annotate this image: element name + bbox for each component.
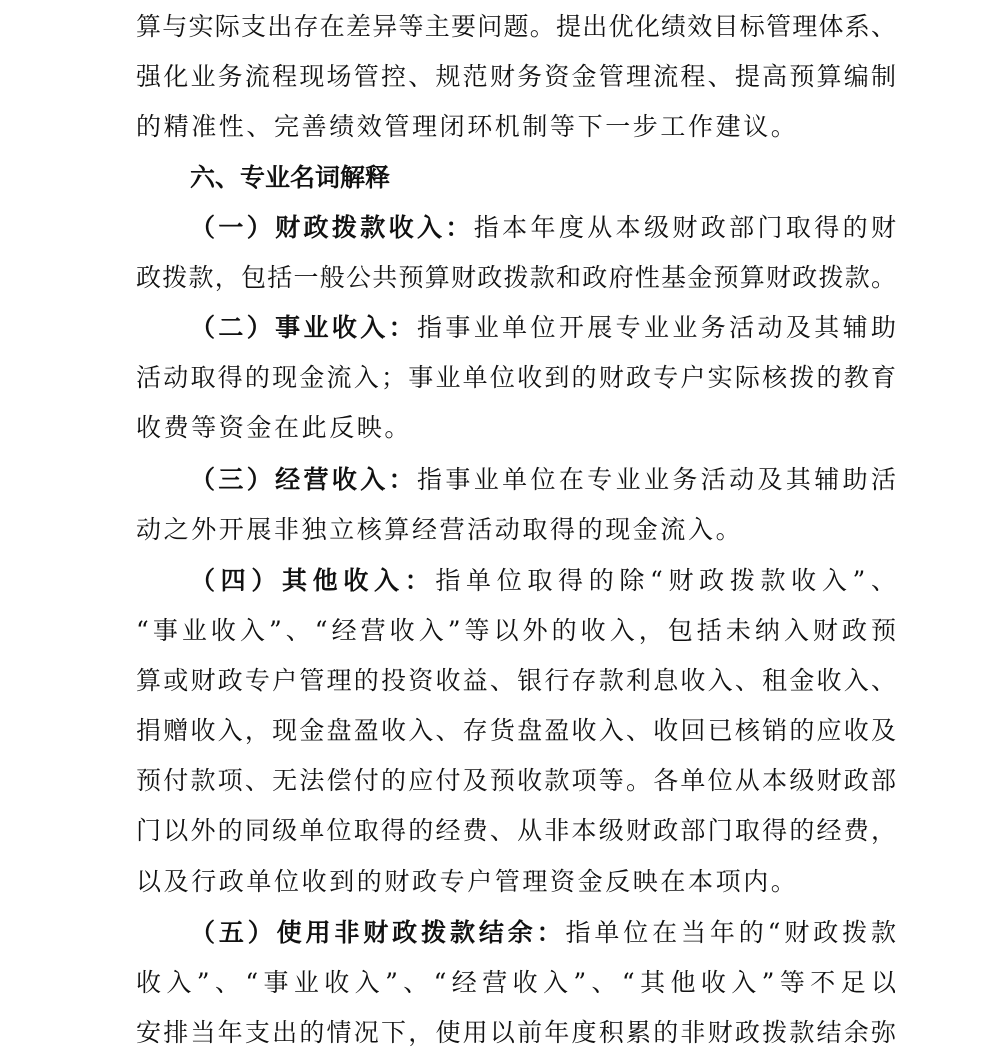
definition-3-first-line xyxy=(190,455,896,505)
body-text-line: 门以外的同级单位取得的经费、从非本级财政部门取得的经费， xyxy=(136,816,896,845)
body-text-line: 算与实际支出存在差异等主要问题。提出优化绩效目标管理体系、 xyxy=(136,12,896,41)
body-text-line: “事业收入”、“经营收入”等以外的收入，包括未纳入财政预 xyxy=(136,616,896,645)
body-text-line: 捐赠收入，现金盘盈收入、存货盘盈收入、收回已核销的应收及 xyxy=(136,716,896,745)
definition-term: （五）使用非财政拨款结余： xyxy=(190,918,566,947)
body-text-line: 收入”、“事业收入”、“经营收入”、“其他收入”等不足以 xyxy=(136,968,896,997)
definition-5-first-line xyxy=(190,908,896,958)
definition-term: （四）其他收入： xyxy=(190,566,436,595)
definition-term: （一）财政拨款收入： xyxy=(190,213,474,242)
body-text-line: 动之外开展非独立核算经营活动取得的现金流入。 xyxy=(136,515,744,544)
body-text-line: 政拨款，包括一般公共预算财政拨款和政府性基金预算财政拨款。 xyxy=(136,263,896,292)
body-text-line: 预付款项、无法偿付的应付及预收款项等。各单位从本级财政部 xyxy=(136,766,896,795)
definition-term: （二）事业收入： xyxy=(190,313,417,342)
definition-text: 指单位取得的除“财政拨款收入”、 xyxy=(435,566,896,595)
body-text-line: 收费等资金在此反映。 xyxy=(136,413,413,442)
body-text-line: 安排当年支出的情况下，使用以前年度积累的非财政拨款结余弥 xyxy=(136,1018,896,1047)
definition-text: 指单位在当年的“财政拨款 xyxy=(565,918,896,947)
definition-1-first-line xyxy=(190,203,896,253)
section-heading: 六、专业名词解释 xyxy=(190,163,391,192)
definition-text: 指事业单位在专业业务活动及其辅助活 xyxy=(417,465,896,494)
definition-term: （三）经营收入： xyxy=(190,465,417,494)
body-text-line: 活动取得的现金流入；事业单位收到的财政专户实际核拨的教育 xyxy=(136,363,896,392)
definition-text: 指事业单位开展专业业务活动及其辅助 xyxy=(417,313,896,342)
definition-text: 指本年度从本级财政部门取得的财 xyxy=(473,213,896,242)
body-text-line: 算或财政专户管理的投资收益、银行存款利息收入、租金收入、 xyxy=(136,666,896,695)
body-text-line: 的精准性、完善绩效管理闭环机制等下一步工作建议。 xyxy=(136,112,799,141)
body-text-line: 强化业务流程现场管控、规范财务资金管理流程、提高预算编制 xyxy=(136,62,896,91)
body-text-line: 以及行政单位收到的财政专户管理资金反映在本项内。 xyxy=(136,867,799,896)
definition-4-first-line xyxy=(190,556,896,606)
definition-2-first-line xyxy=(190,303,896,353)
